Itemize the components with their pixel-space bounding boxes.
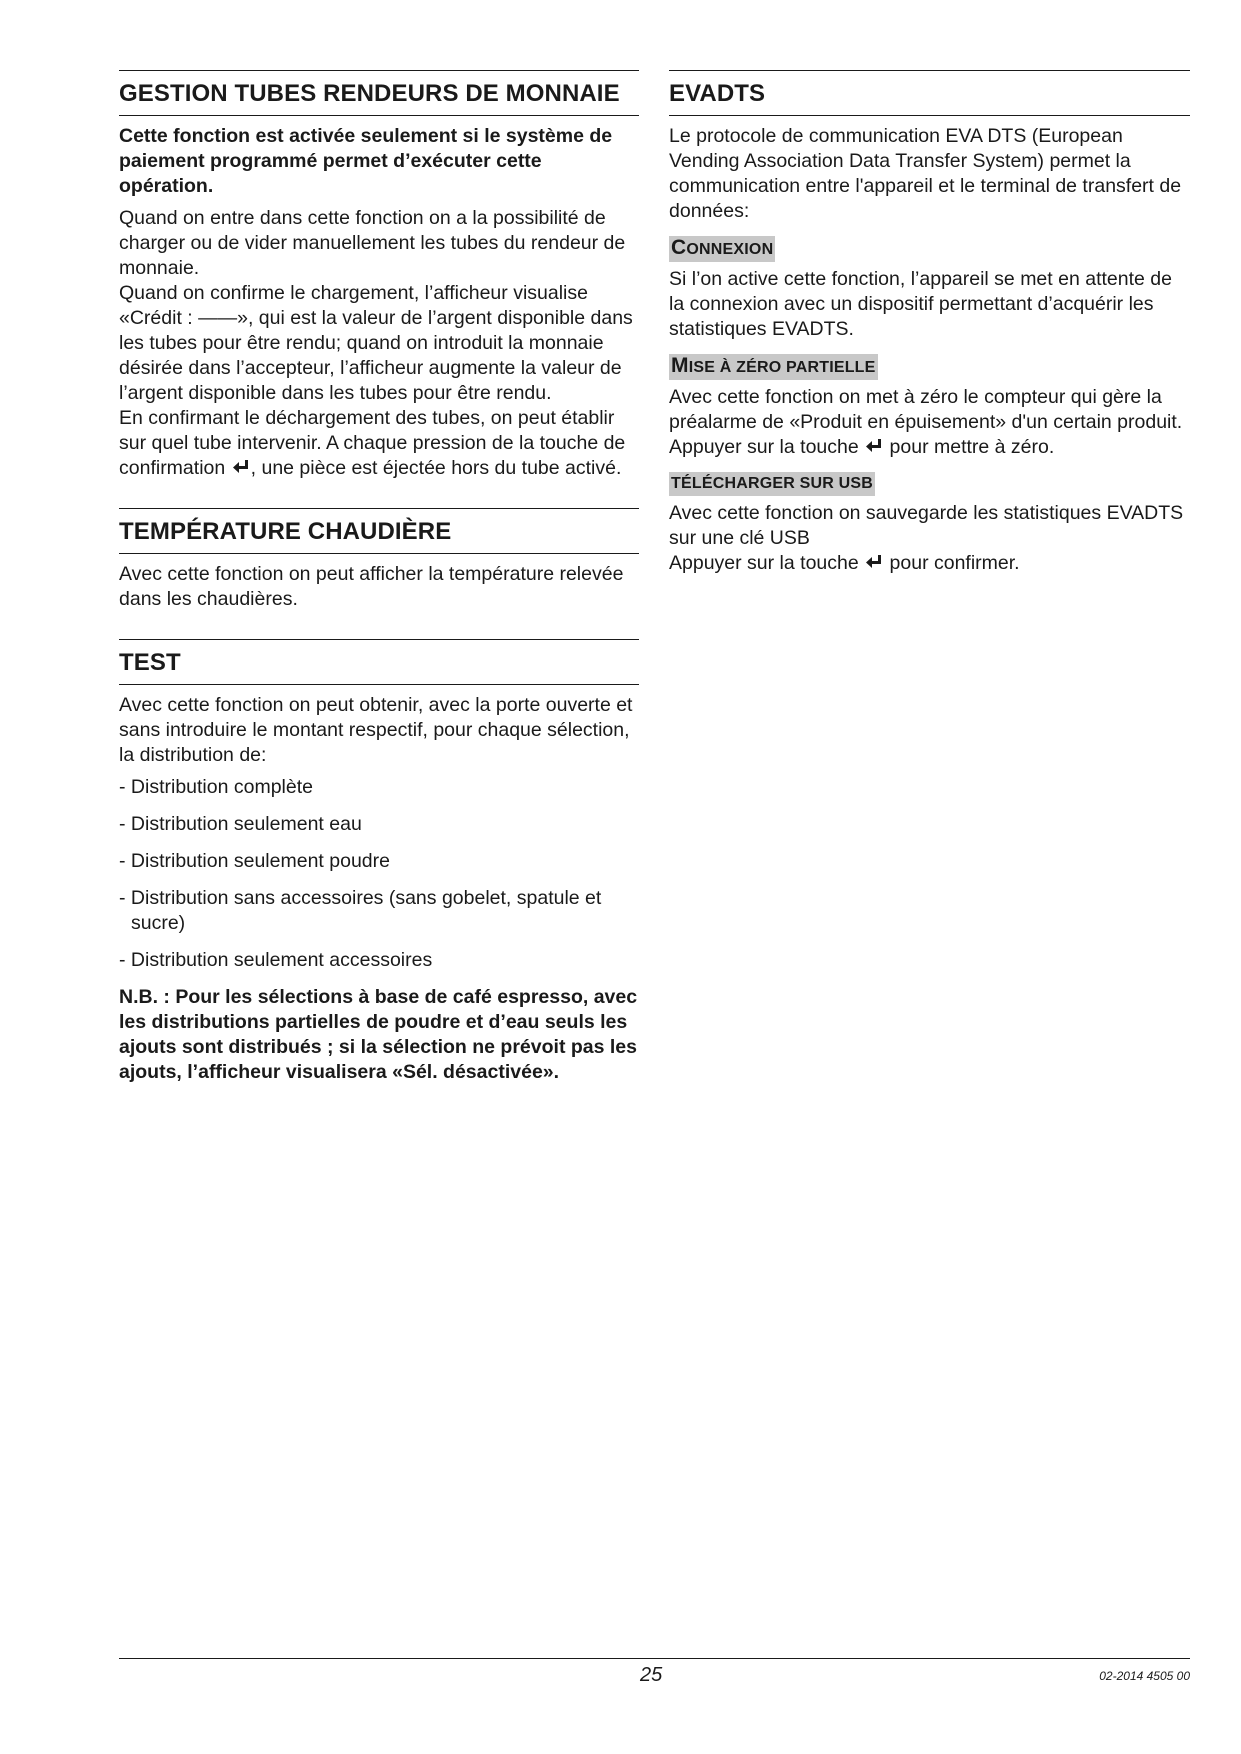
subheading-connexion-cap: C [671,236,687,259]
telecharger-paragraph-1: Avec cette fonction on sauvegarde les statistiques EVADTS sur une clé USB [669,502,1184,549]
gestion-paragraph-1: Quand on entre dans cette fonction on a la possibilité de charger ou de vider manuellement les tubes du rendeur de monnaie. [119,207,626,279]
mise-a-zero-paragraph-2-start: Appuyer sur la touche [669,436,859,458]
test-note: N.B. : Pour les sélections à base de café espresso, avec les distributions partielles de poudre et d’eau seuls les ajouts sont distribués ; si la sélection ne prévoit pas les ajouts, l’afficheur visualisera «Sél. désactivée». [119,986,638,1083]
gestion-paragraph-3 [119,406,639,481]
section-header-test [119,639,639,685]
gestion-paragraph-3-start: En confirmant le déchargement des tubes, on peut établir sur quel tube intervenir. A chaque pression de la touche de confirmation [119,407,626,479]
test-paragraph: Avec cette fonction on peut obtenir, avec la porte ouverte et sans introduire le montant respectif, pour chaque sélection, la distribution de: [119,694,633,766]
subheading-mise-a-zero [669,354,878,380]
list-item: - Distribution seulement eau [119,813,362,835]
subheading-connexion-rest: ONNEXION [686,241,774,258]
temperature-paragraph: Avec cette fonction on peut afficher la température relevée dans les chaudières. [119,563,624,610]
list-item: - Distribution sans accessoires (sans gobelet, spatule et sucre) [119,887,602,934]
evadts-paragraph: Le protocole de communication EVA DTS (European Vending Association Data Transfer System) permet la communication entre l'appareil et le terminal de transfert de données: [669,125,1182,222]
document-code: 02-2014 4505 00 [1099,1669,1190,1683]
enter-key-icon [864,436,884,456]
footer-divider [119,1658,1190,1659]
gestion-intro: Cette fonction est activée seulement si le système de paiement programmé permet d’exécuter cette opération. [119,125,613,197]
subheading-telecharger-text: TÉLÉCHARGER SUR USB [671,475,874,492]
subheading-telecharger [669,472,875,496]
telecharger-paragraph-2-end: pour confirmer. [884,552,1020,574]
section-header-temperature [119,508,639,554]
subheading-connexion [669,236,775,262]
section-header-gestion [119,70,639,116]
list-item: - Distribution complète [119,776,313,798]
section-title-temperature: TEMPÉRATURE CHAUDIÈRE [119,518,452,545]
section-title-evadts: EVADTS [669,80,766,107]
page-number: 25 [640,1664,663,1686]
left-column [119,70,639,1092]
subheading-mise-a-zero-cap: M [671,354,689,377]
mise-a-zero-paragraph-1: Avec cette fonction on met à zéro le compteur qui gère la préalarme de «Produit en épuisement» d'un certain produit. [669,386,1183,433]
subheading-mise-a-zero-rest: ISE À ZÉRO PARTIELLE [688,359,876,376]
mise-a-zero-paragraph-2 [669,435,1190,460]
gestion-paragraph-2: Quand on confirme le chargement, l’afficheur visualise «Crédit : ——», qui est la valeur de l’argent disponible dans les tubes pour être rendu; quand on introduit la monnaie désirée dans l’accepteur, l’afficheur augmente la valeur de l’argent disponible dans les tubes pour être rendu. [119,282,633,404]
telecharger-paragraph-2-start: Appuyer sur la touche [669,552,859,574]
list-item: - Distribution seulement poudre [119,850,390,872]
enter-key-icon [231,457,251,477]
section-title-test: TEST [119,649,181,676]
section-header-evadts [669,70,1190,116]
gestion-paragraph-3-end: , une pièce est éjectée hors du tube activé. [250,457,622,479]
mise-a-zero-paragraph-2-end: pour mettre à zéro. [884,436,1055,458]
telecharger-paragraph-2 [669,551,1190,576]
right-column [669,70,1190,583]
list-item: - Distribution seulement accessoires [119,949,433,971]
enter-key-icon [864,552,884,572]
section-title-gestion: GESTION TUBES RENDEURS DE MONNAIE [119,80,620,107]
connexion-paragraph: Si l’on active cette fonction, l’appareil se met en attente de la connexion avec un dispositif permettant d’acquérir les statistiques EVADTS. [669,268,1172,340]
